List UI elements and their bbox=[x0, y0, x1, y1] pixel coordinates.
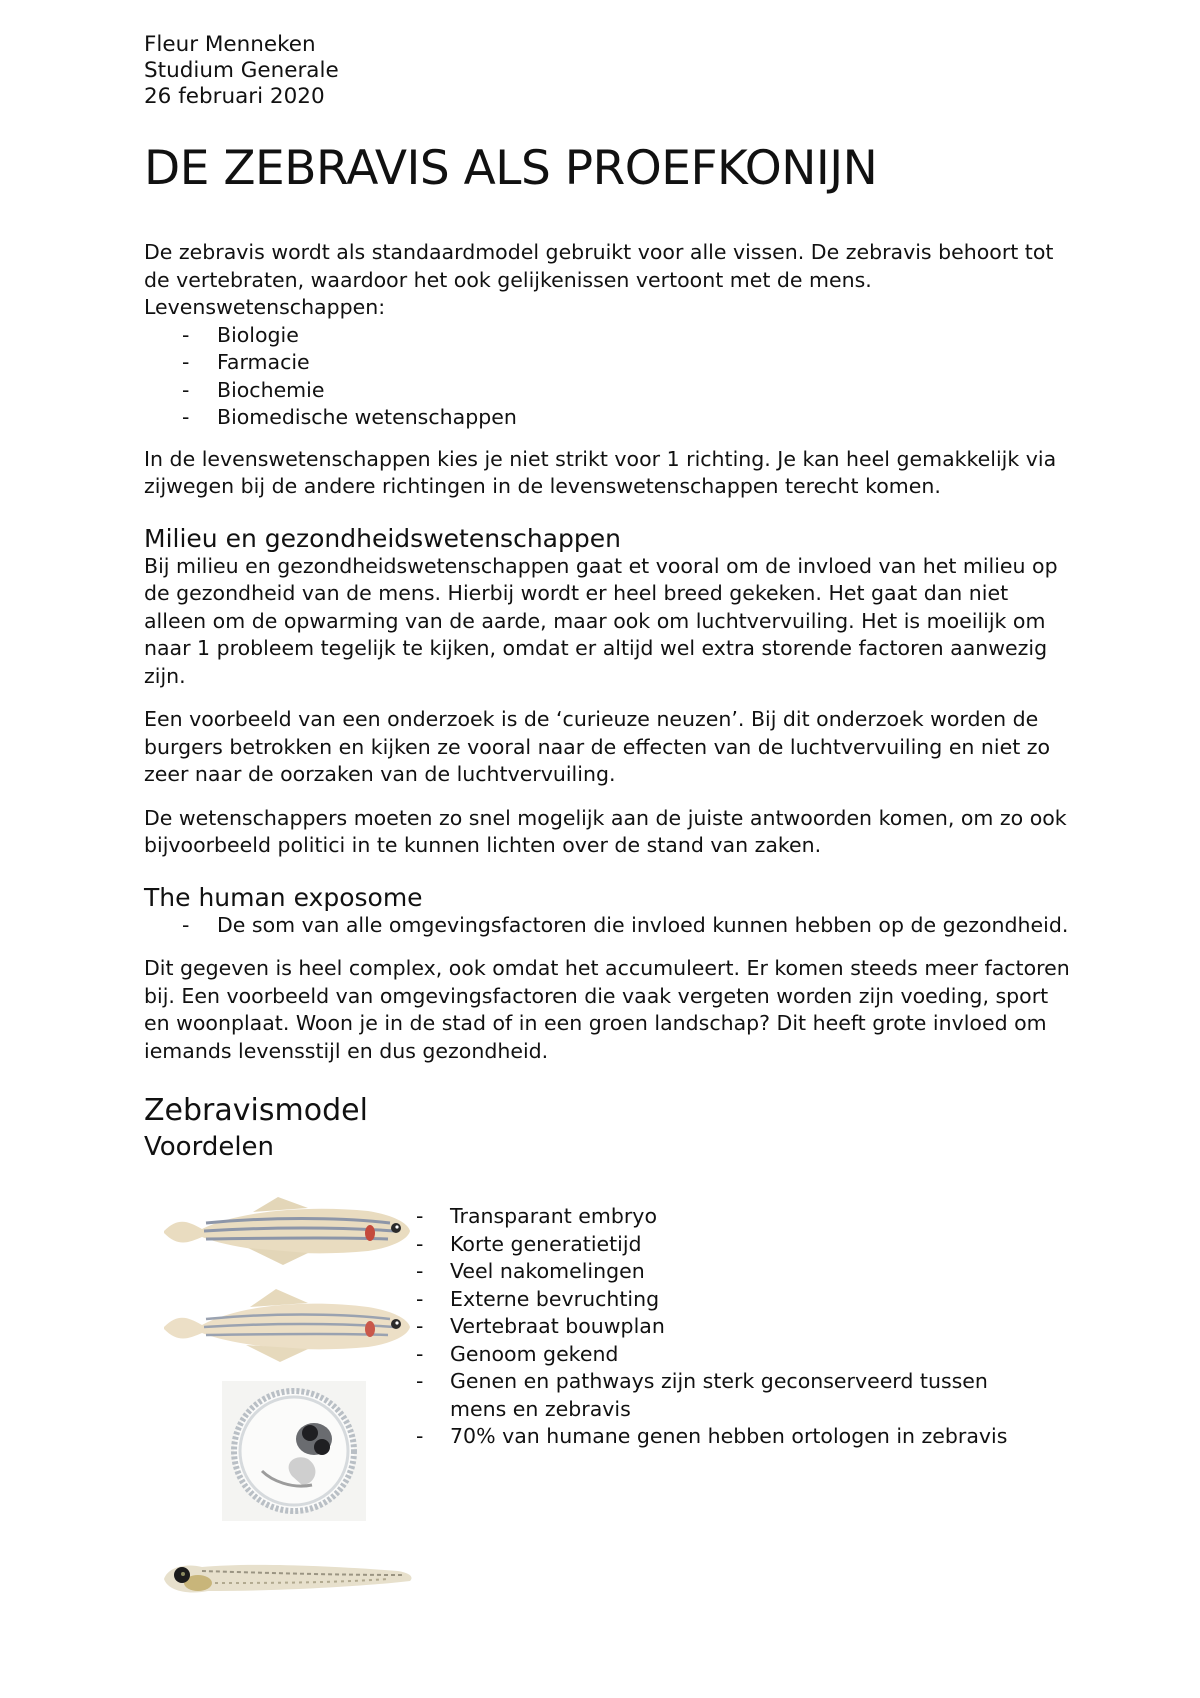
levenswetenschappen-list bbox=[144, 322, 1074, 432]
list-item bbox=[144, 912, 1074, 940]
adult-zebrafish-image bbox=[158, 1287, 418, 1367]
list-item-text: De som van alle omgevingsfactoren die invloed kunnen hebben op de gezondheid. bbox=[217, 912, 1069, 937]
levenswetenschappen-paragraph: In de levenswetenschappen kies je niet strikt voor 1 richting. Je kan heel gemakkelijk via zijwegen bij de andere richtingen in de levenswetenschappen terecht komen. bbox=[144, 446, 1057, 498]
list-item-text: Externe bevruchting bbox=[450, 1286, 660, 1311]
list-dash: - bbox=[416, 1369, 424, 1393]
list-item-text: 70% van humane genen hebben ortologen in zebravis bbox=[450, 1424, 1008, 1448]
author-name: Fleur Menneken bbox=[144, 32, 316, 57]
list-item bbox=[144, 322, 1074, 350]
list-item bbox=[416, 1231, 1036, 1259]
list-dash: - bbox=[416, 1259, 424, 1283]
list-item-text: Biologie bbox=[217, 322, 299, 347]
list-item bbox=[144, 404, 1074, 432]
list-dash: - bbox=[182, 350, 190, 374]
list-dash: - bbox=[182, 377, 190, 402]
list-item-text: Farmacie bbox=[217, 350, 310, 374]
list-item-text: Transparant embryo bbox=[450, 1204, 657, 1228]
list-dash: - bbox=[416, 1231, 424, 1256]
list-dash: - bbox=[416, 1286, 424, 1311]
document-content bbox=[144, 32, 1074, 1671]
document-title: DE ZEBRAVIS ALS PROEFKONIJN bbox=[144, 141, 878, 196]
milieu-paragraph-1: Bij milieu en gezondheidswetenschappen gaat et vooral om de invloed van het milieu op de gezondheid van de mens. Hierbij wordt er heel breed gekeken. Het gaat dan niet alleen om de opwarming van de aarde, maar ook om luchtvervuiling. Het is moeilijk om naar 1 probleem tegelijk te kijken, omdat er altijd wel extra storende factoren aanwezig zijn. bbox=[144, 553, 1058, 688]
list-item-text: Korte generatietijd bbox=[450, 1231, 642, 1256]
larva-image bbox=[158, 1543, 418, 1613]
milieu-heading: Milieu en gezondheidswetenschappen bbox=[144, 523, 621, 553]
list-item bbox=[416, 1203, 1036, 1231]
list-dash: - bbox=[182, 405, 190, 429]
voordelen-list bbox=[416, 1203, 1036, 1451]
list-item bbox=[416, 1423, 1036, 1451]
exposome-paragraph: Dit gegeven is heel complex, ook omdat het accumuleert. Er komen steeds meer factoren bij. Een voorbeeld van omgevingsfactoren die vaak vergeten worden zijn voeding, sport en woonplaat. Woon je in de stad of in een groen landschap? Dit heeft grote invloed om iemands levensstijl en dus gezondheid. bbox=[144, 956, 1070, 1063]
list-dash: - bbox=[416, 1314, 424, 1338]
exposome-heading: The human exposome bbox=[144, 882, 423, 912]
list-dash: - bbox=[416, 1341, 424, 1366]
list-item-text: Biomedische wetenschappen bbox=[217, 405, 517, 429]
list-item-text: Veel nakomelingen bbox=[450, 1259, 645, 1283]
list-item-text: Vertebraat bouwplan bbox=[450, 1314, 665, 1338]
voordelen-heading: Voordelen bbox=[144, 1132, 275, 1162]
document-header bbox=[144, 32, 1074, 110]
voordelen-section bbox=[144, 1191, 1074, 1671]
list-dash: - bbox=[416, 1424, 424, 1448]
list-item-text: Biochemie bbox=[217, 377, 325, 402]
course-name: Studium Generale bbox=[144, 58, 339, 83]
list-dash: - bbox=[182, 912, 190, 937]
list-item bbox=[416, 1341, 1036, 1369]
list-dash: - bbox=[416, 1204, 424, 1228]
milieu-paragraph-2: Een voorbeeld van een onderzoek is de ‘curieuze neuzen’. Bij dit onderzoek worden de burgers betrokken en kijken ze vooral naar de effecten van de luchtvervuiling en niet zo zeer naar de oorzaken van de luchtvervuiling. bbox=[144, 707, 1051, 786]
document-date: 26 februari 2020 bbox=[144, 84, 325, 109]
list-item-text: Genen en pathways zijn sterk geconserveerd tussen mens en zebravis bbox=[450, 1369, 988, 1421]
adult-zebrafish-image bbox=[158, 1191, 418, 1271]
list-item bbox=[144, 377, 1074, 405]
zebravismodel-heading: Zebravismodel bbox=[144, 1093, 368, 1128]
list-item bbox=[416, 1286, 1036, 1314]
list-item bbox=[416, 1258, 1036, 1286]
list-dash: - bbox=[182, 322, 190, 347]
embryo-image bbox=[222, 1381, 366, 1521]
list-item bbox=[416, 1368, 1036, 1423]
milieu-paragraph-3: De wetenschappers moeten zo snel mogelijk aan de juiste antwoorden komen, om zo ook bijvoorbeeld politici in te kunnen lichten over de stand van zaken. bbox=[144, 805, 1067, 857]
list-item-text: Genoom gekend bbox=[450, 1341, 619, 1366]
list-item bbox=[144, 349, 1074, 377]
list-item bbox=[416, 1313, 1036, 1341]
intro-paragraph: De zebravis wordt als standaardmodel gebruikt voor alle vissen. De zebravis behoort tot de vertebraten, waardoor het ook gelijkenissen vertoont met de mens. Levenswetenschappen: bbox=[144, 240, 1054, 319]
zebrafish-images bbox=[158, 1191, 418, 1671]
exposome-list bbox=[144, 912, 1074, 940]
